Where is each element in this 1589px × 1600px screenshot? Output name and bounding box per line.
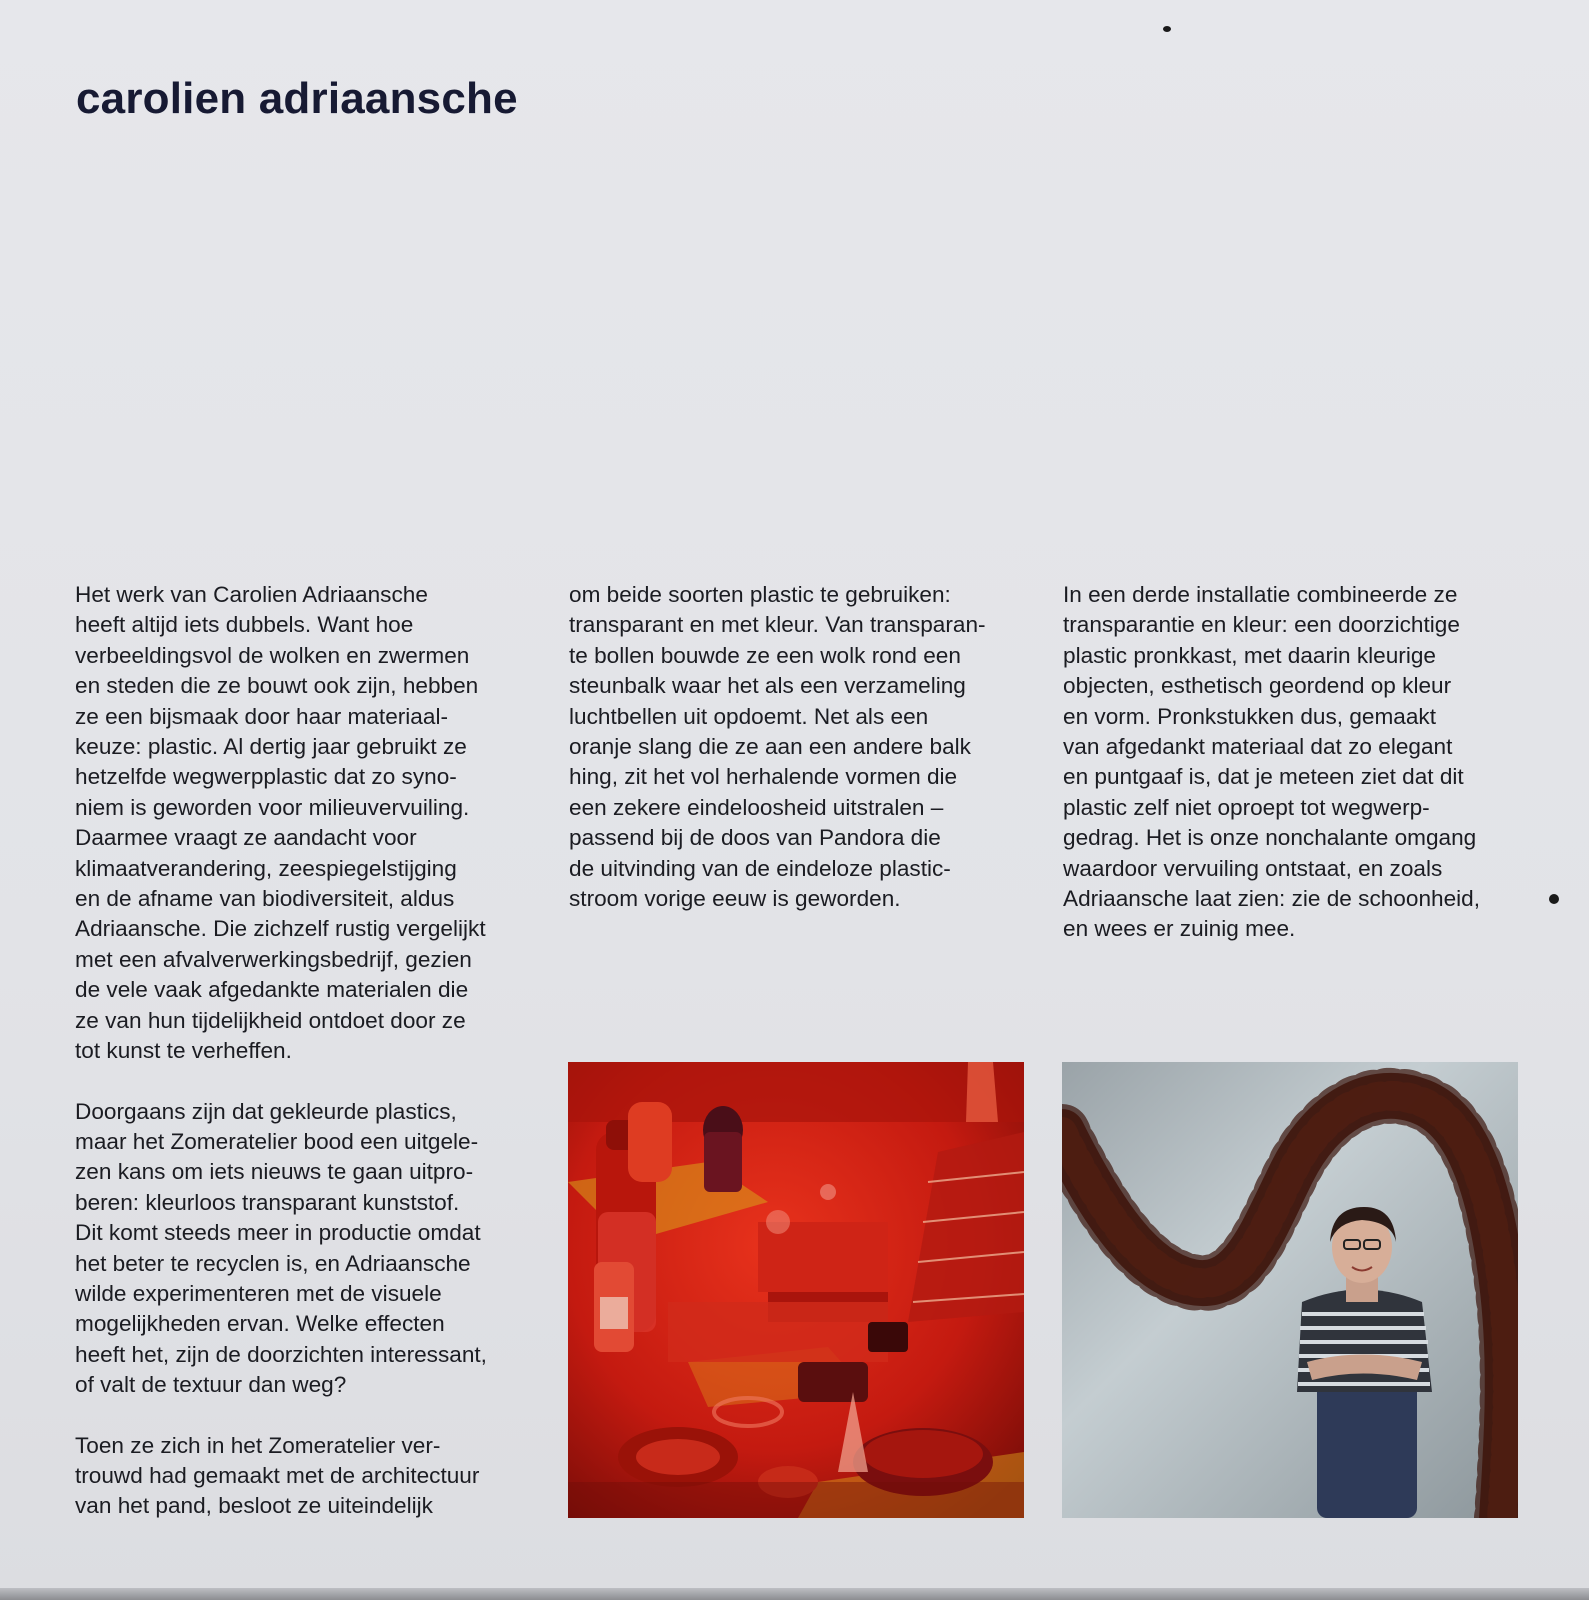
- paragraph: In een derde installatie combineerde ze transparantie en kleur: een doorzichtige plastic pronkkast, met daarin kleurige objecten, esthetisch geordend op kleur en vorm. Pronkstukken dus, gemaakt van afgedankt materiaal dat zo elegant en puntgaaf is, dat je meteen ziet dat dit plastic zelf niet oproept tot wegwerp- gedrag. Het is onze nonchalante omgang waardoor vervuiling ontstaat, en zoals Adriaansche laat zien: zie de schoonheid, en wees er zuinig mee.: [1063, 582, 1481, 942]
- artist-sculpture-illustration: [1062, 1062, 1518, 1518]
- red-objects-illustration: [568, 1062, 1024, 1518]
- page-title: carolien adriaansche: [76, 74, 518, 123]
- dust-speck: [1163, 26, 1171, 32]
- paragraph: Toen ze zich in het Zomeratelier ver- trouwd had gemaakt met de architectuur van het pand, besloot ze uiteindelijk: [75, 1432, 480, 1519]
- paragraph: Het werk van Carolien Adriaansche heeft altijd iets dubbels. Want hoe verbeeldingsvol de wolken en zwermen en steden die ze bouwt ook zijn, hebben ze een bijsmaak door haar materiaal- keuze: plastic. Al dertig jaar gebruikt ze hetzelfde wegwerpplastic dat zo syno- niem is geworden voor milieuvervuiling. Daarmee vraagt ze aandacht voor klimaatverandering, zeespiegelstijging en de afname van biodiversiteit, aldus Adriaansche. Die zichzelf rustig vergelijkt met een afvalverwerkingsbedrijf, gezien de vele vaak afgedankte materialen die ze van hun tijdelijkheid ontdoet door ze tot kunst te verheffen.: [75, 582, 486, 1064]
- text-column-1: [75, 580, 545, 1522]
- text-column-2: [569, 580, 1039, 914]
- photo-artist-with-sculpture: [1062, 1062, 1518, 1518]
- paragraph: Doorgaans zijn dat gekleurde plastics, maar het Zomeratelier bood een uitgele- zen kans om iets nieuws te gaan uitpro- beren: kleurloos transparant kunststof. Dit komt steeds meer in productie omdat het beter te recyclen is, en Adriaansche wilde experimenteren met de visuele mogelijkheden ervan. Welke effecten heeft het, zijn de doorzichten interessant, of valt de textuur dan weg?: [75, 1098, 487, 1398]
- paragraph: om beide soorten plastic te gebruiken: transparant en met kleur. Van transparan- te bollen bouwde ze een wolk rond een steunbalk waar het als een verzameling luchtbellen uit opdoemt. Net als een oranje slang die ze aan een andere balk hing, zit het vol herhalende vormen die een zekere eindeloosheid uitstralen – passend bij de doos van Pandora die de uitvinding van de eindeloze plastic- stroom vorige eeuw is geworden.: [569, 582, 986, 912]
- text-column-3: [1063, 580, 1533, 945]
- page-bottom-edge: [0, 1588, 1589, 1600]
- photo-red-plastic-objects: [568, 1062, 1024, 1518]
- dust-speck: [1549, 894, 1559, 904]
